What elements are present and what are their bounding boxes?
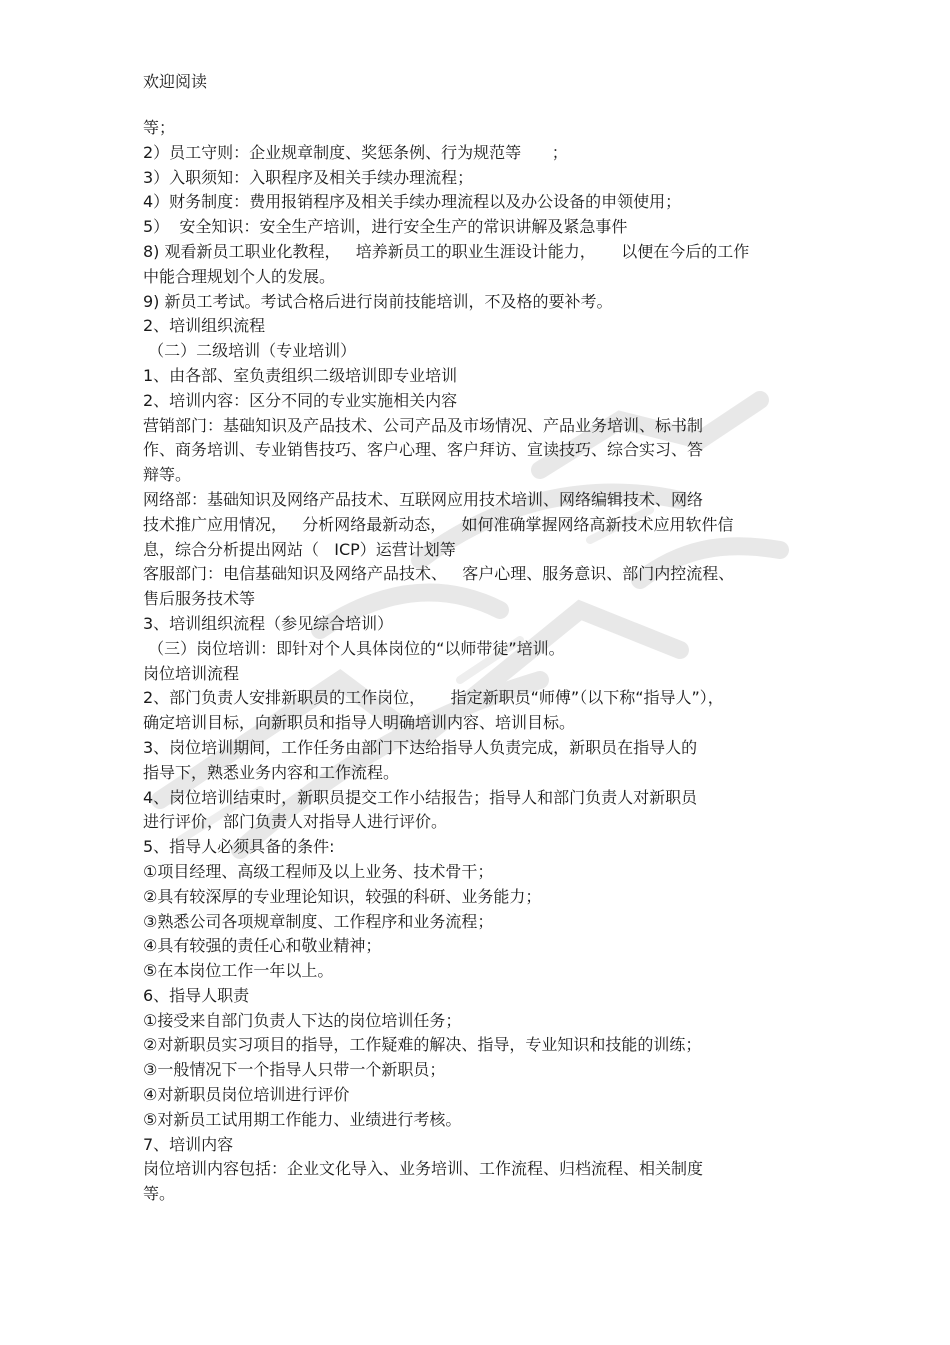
list-item: ②具有较深厚的专业理论知识，较强的科研、业务能力； (143, 886, 542, 906)
text-line: 3）入职须知：入职程序及相关手续办理流程； (143, 167, 474, 187)
text-line: 技术推广应用情况， 分析网络最新动态， 如何准确掌握网络高新技术应用软件信 (143, 514, 734, 534)
list-item: ③熟悉公司各项规章制度、工作程序和业务流程； (143, 911, 494, 931)
text-line: 指导下，熟悉业务内容和工作流程。 (143, 762, 400, 782)
list-item: ①项目经理、高级工程师及以上业务、技术骨干； (143, 861, 494, 881)
text-line: 4）财务制度：费用报销程序及相关手续办理流程以及办公设备的申领使用； (143, 192, 682, 212)
text-line: 2、部门负责人安排新职员的工作岗位， 指定新职员“师傅”（以下称“指导人”）， (143, 688, 724, 708)
text-line: 岗位培训内容包括：企业文化导入、业务培训、工作流程、归档流程、相关制度 (143, 1159, 704, 1179)
text-line: 作、商务培训、专业销售技巧、客户心理、客户拜访、宣读技巧、综合实习、答 (143, 440, 704, 460)
text-line: 等。 (143, 1184, 176, 1204)
text-line: 营销部门：基础知识及产品技术、公司产品及市场情况、产品业务培训、标书制 (143, 415, 704, 435)
text-line: 确定培训目标，向新职员和指导人明确培训内容、培训目标。 (143, 713, 576, 733)
text-line: 3、岗位培训期间，工作任务由部门下达给指导人负责完成，新职员在指导人的 (143, 737, 698, 757)
list-item: ⑤在本岗位工作一年以上。 (143, 961, 334, 981)
text-line: 息，综合分析提出网站（ ICP）运营计划等 (143, 539, 456, 559)
text-line: 网络部：基础知识及网络产品技术、互联网应用技术培训、网络编辑技术、网络 (143, 489, 704, 509)
text-line: 售后服务技术等 (143, 589, 256, 609)
section-heading: （三）岗位培训：即针对个人具体岗位的“以师带徒”培训。 (143, 638, 565, 658)
section-heading: （二）二级培训（专业培训） (143, 341, 357, 361)
text-line: 3、培训组织流程（参见综合培训） (143, 613, 394, 633)
text-line: 辩等。 (143, 465, 192, 485)
list-item: ③一般情况下一个指导人只带一个新职员； (143, 1060, 446, 1080)
list-item: ①接受来自部门负责人下达的岗位培训任务； (143, 1010, 462, 1030)
list-item: ④具有较强的责任心和敬业精神； (143, 936, 382, 956)
text-line: 客服部门：电信基础知识及网络产品技术、 客户心理、服务意识、部门内控流程、 (143, 564, 735, 584)
page-header: 欢迎阅读 (143, 72, 208, 91)
text-line: 进行评价，部门负责人对指导人进行评价。 (143, 812, 448, 832)
list-item: ⑤对新员工试用期工作能力、业绩进行考核。 (143, 1109, 462, 1129)
text-line: 7、培训内容 (143, 1134, 234, 1154)
text-line: 9) 新员工考试。考试合格后进行岗前技能培训，不及格的要补考。 (143, 291, 613, 311)
text-line: 8) 观看新员工职业化教程， 培养新员工的职业生涯设计能力， 以便在今后的工作 (143, 241, 750, 261)
list-item: ②对新职员实习项目的指导，工作疑难的解决、指导，专业知识和技能的训练； (143, 1035, 702, 1055)
text-line: 4、岗位培训结束时，新职员提交工作小结报告；指导人和部门负责人对新职员 (143, 787, 698, 807)
section-heading: 2、培训组织流程 (143, 316, 266, 336)
text-line: 2、培训内容：区分不同的专业实施相关内容 (143, 390, 458, 410)
text-line: 2）员工守则：企业规章制度、奖惩条例、行为规范等 ； (143, 142, 568, 162)
section-heading: 岗位培训流程 (143, 663, 240, 683)
text-line: 中能合理规划个人的发展。 (143, 266, 336, 286)
text-line: 5、指导人必须具备的条件: (143, 837, 335, 857)
text-line: 1、由各部、室负责组织二级培训即专业培训 (143, 365, 458, 385)
text-line: 6、指导人职责 (143, 985, 250, 1005)
text-line: 5） 安全知识：安全生产培训，进行安全生产的常识讲解及紧急事件 (143, 217, 628, 237)
list-item: ④对新职员岗位培训进行评价 (143, 1085, 350, 1105)
text-line: 等； (143, 118, 176, 137)
document-body (143, 116, 808, 1207)
